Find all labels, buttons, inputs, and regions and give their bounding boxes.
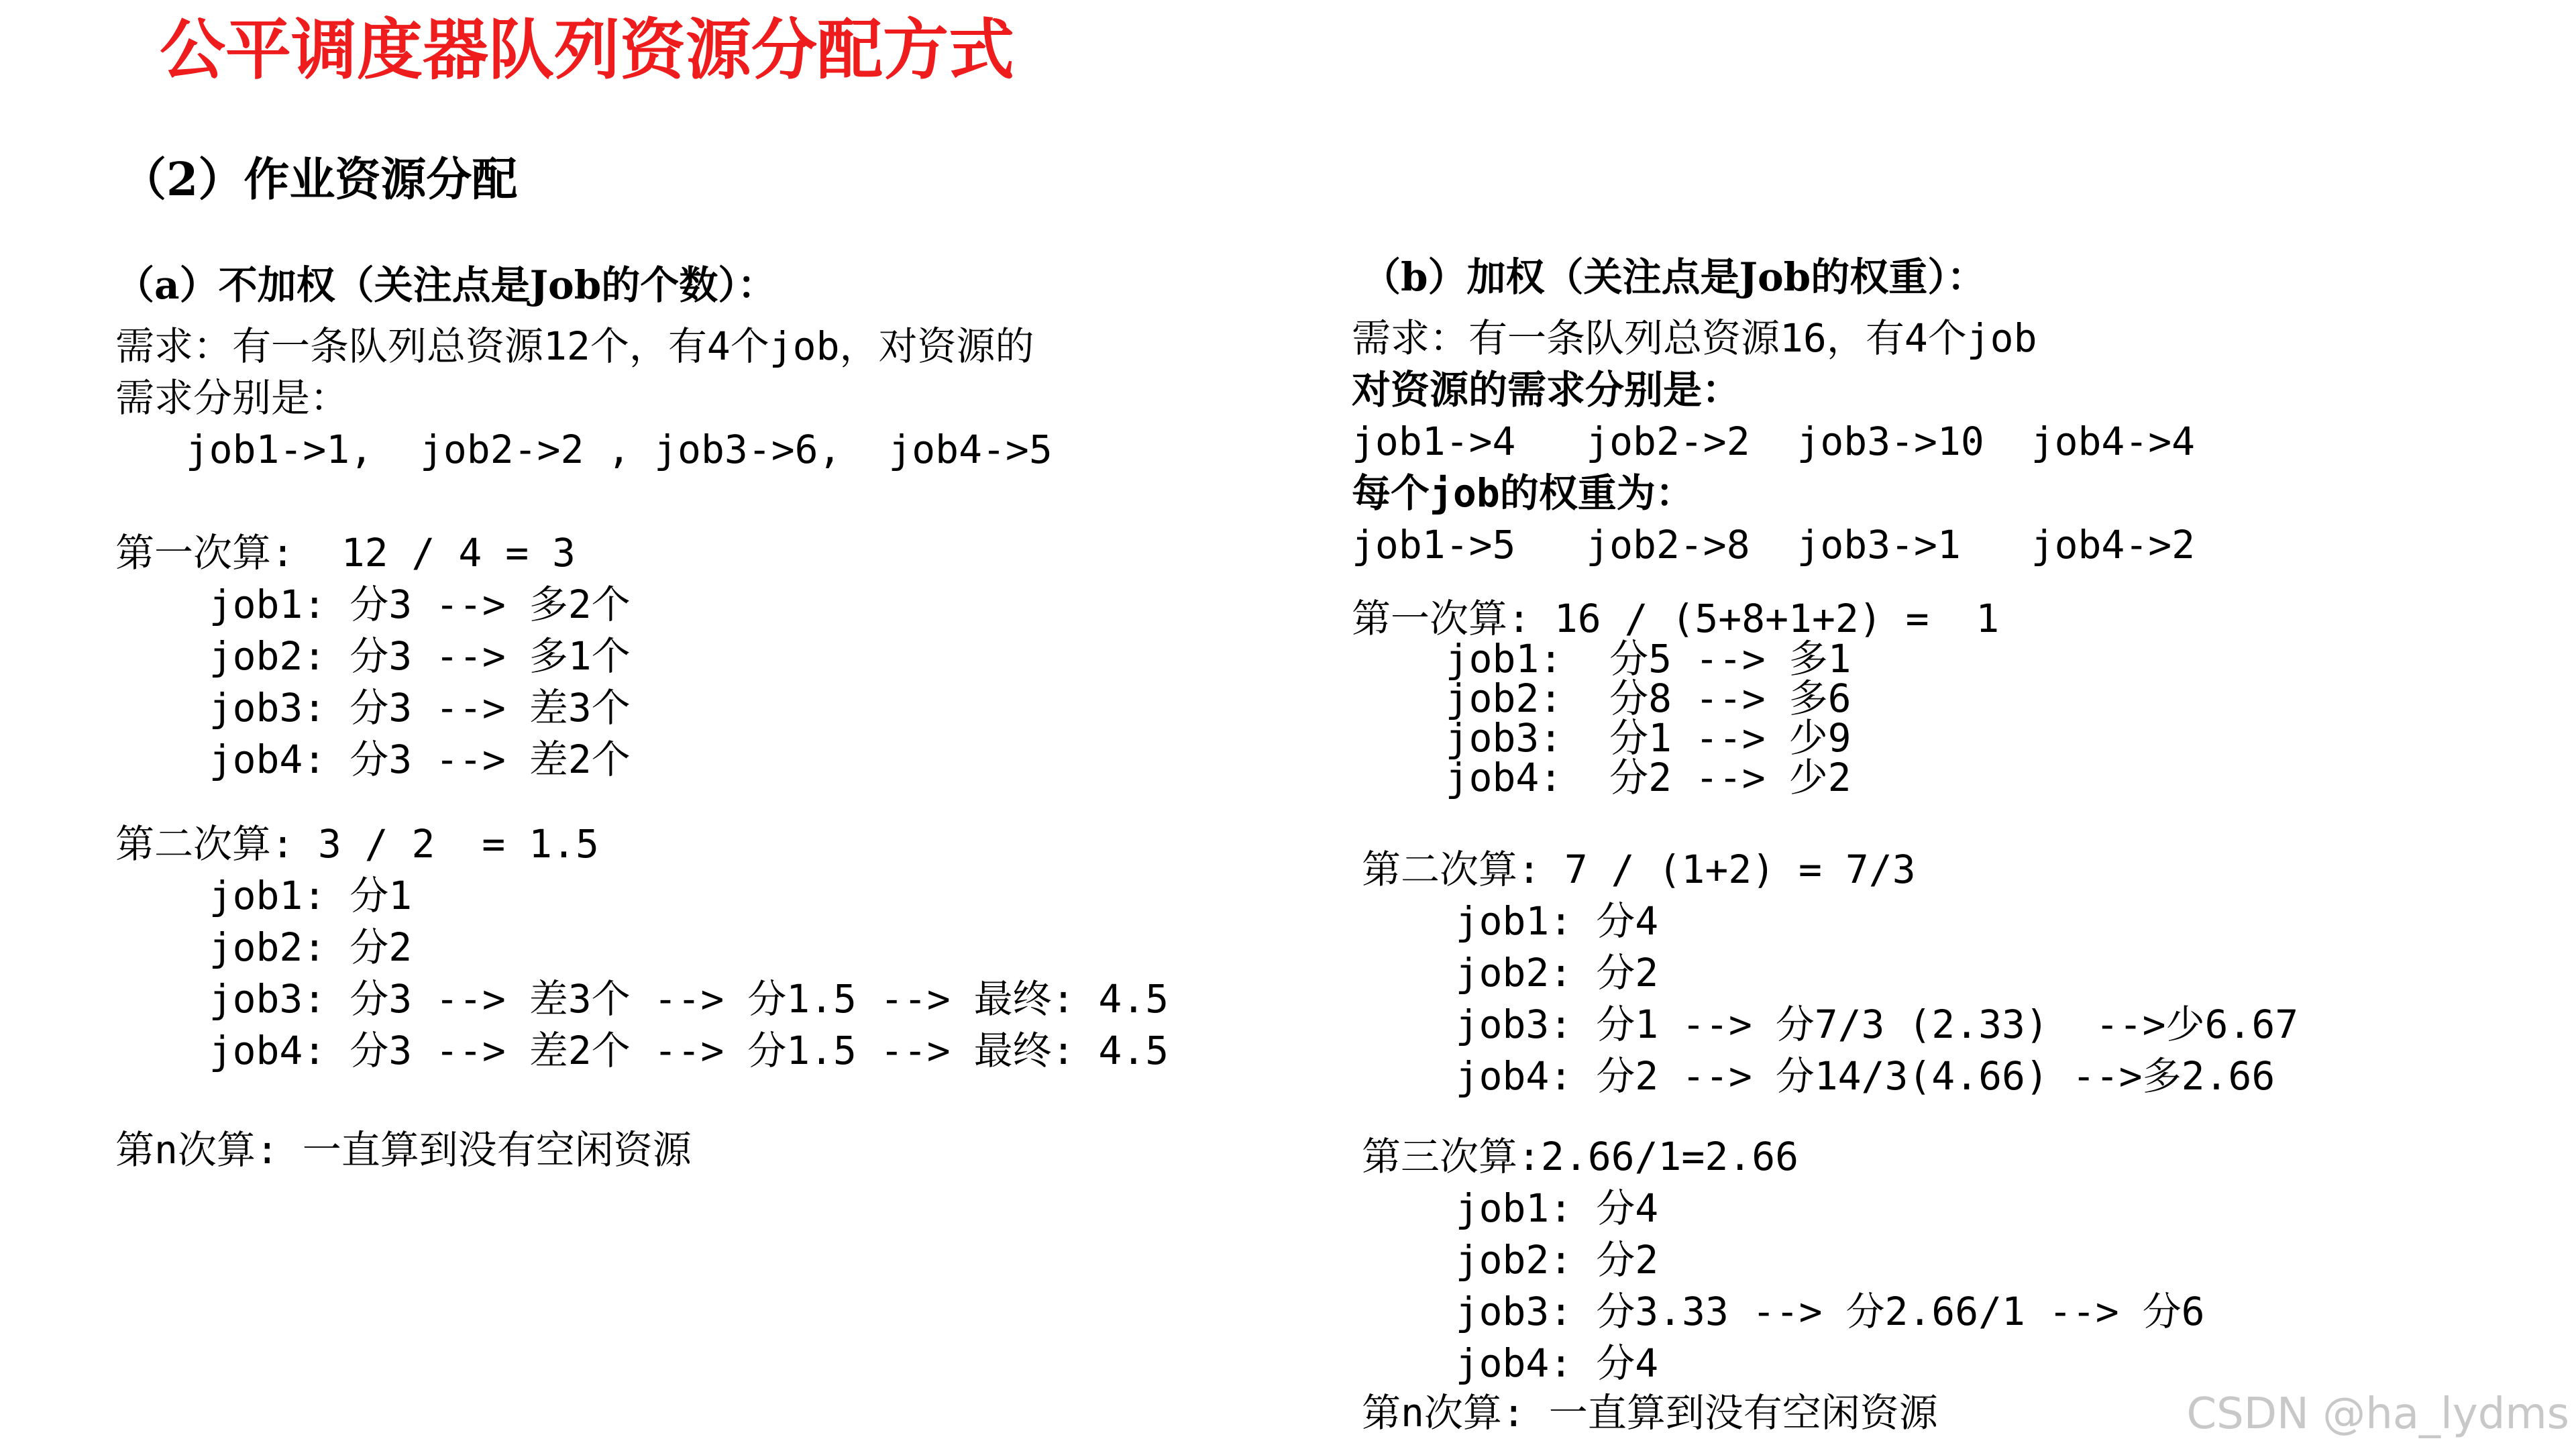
right-line: job3: 分1 --> 少9 [1352,715,1851,761]
right-line: 需求：有一条队列总资源16，有4个job [1352,315,2037,361]
right-line: 第三次算:2.66/1=2.66 [1362,1134,1799,1179]
left-line: job3: 分3 --> 差3个 --> 分1.5 --> 最终: 4.5 [115,976,1169,1022]
left-line: job2: 分2 [115,924,413,970]
right-line: job3: 分1 --> 分7/3 (2.33) -->少6.67 [1362,1002,2299,1047]
right-line: job1: 分4 [1362,1185,1659,1231]
unweighted-heading: （a）不加权（关注点是Job的个数）： [115,262,777,308]
right-line: job4: 分4 [1362,1340,1659,1386]
right-line: 第二次算: 7 / (1+2) = 7/3 [1362,847,1916,892]
right-line: 对资源的需求分别是： [1352,367,1741,413]
left-line: job3: 分3 --> 差3个 [115,685,631,731]
left-line: job2: 分3 --> 多1个 [115,633,631,679]
right-line: job1: 分5 --> 多1 [1352,636,1851,682]
section-subtitle: （2）作业资源分配 [121,153,518,207]
weighted-heading: （b）加权（关注点是Job的权重）： [1362,254,1986,300]
right-line: job4: 分2 --> 少2 [1352,755,1851,800]
left-line: job1: 分1 [115,873,413,918]
slide-title: 公平调度器队列资源分配方式 [160,12,1015,89]
right-line: job2: 分2 [1362,1237,1659,1283]
left-line: 第一次算: 12 / 4 = 3 [115,530,576,576]
right-line: job2: 分8 --> 多6 [1352,676,1851,721]
left-line: 需求分别是： [115,375,350,421]
right-line: job1->5 job2->8 job3->1 job4->2 [1352,522,2196,568]
left-line: 第n次算: 一直算到没有空闲资源 [115,1127,692,1173]
left-line: 需求：有一条队列总资源12个，有4个job，对资源的 [115,323,1034,369]
left-line: 第二次算: 3 / 2 = 1.5 [115,821,599,867]
right-line: job1->4 job2->2 job3->10 job4->4 [1352,419,2196,464]
left-line: job1->1, job2->2 , job3->6, job4->5 [115,427,1053,472]
right-line: job1: 分4 [1362,898,1659,944]
right-line: job3: 分3.33 --> 分2.66/1 --> 分6 [1362,1289,2205,1334]
left-line: job4: 分3 --> 差2个 --> 分1.5 --> 最终: 4.5 [115,1028,1169,1073]
right-line: job2: 分2 [1362,950,1659,996]
right-line: 第n次算: 一直算到没有空闲资源 [1362,1390,1938,1436]
right-line: 第一次算: 16 / (5+8+1+2) = 1 [1352,596,2000,641]
right-line: 每个job的权重为： [1352,470,1695,516]
right-line: job4: 分2 --> 分14/3(4.66) -->多2.66 [1362,1053,2275,1099]
left-line: job4: 分3 --> 差2个 [115,737,631,782]
left-line: job1: 分3 --> 多2个 [115,582,631,627]
watermark: CSDN @ha_lydms [2186,1389,2569,1439]
